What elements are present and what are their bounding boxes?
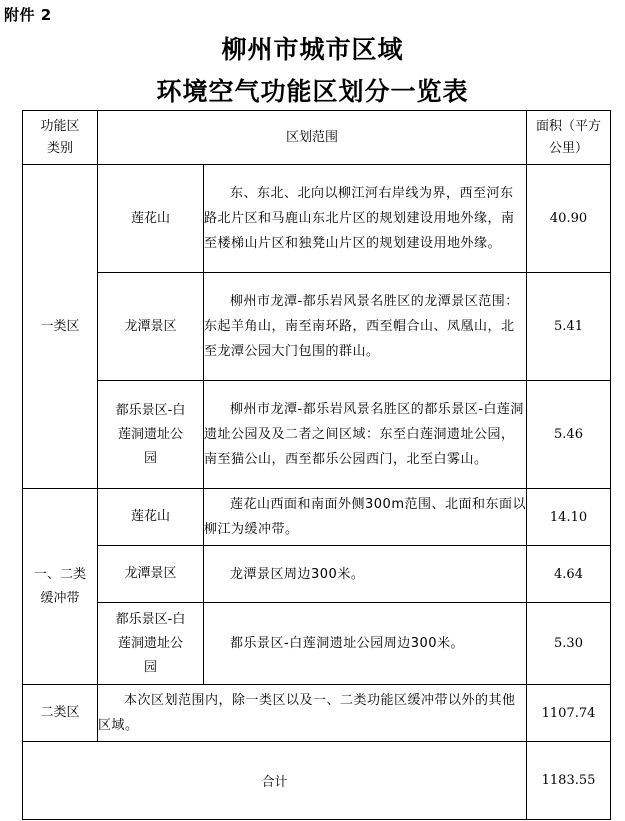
category-cell: 一类区 [23,165,98,489]
table-row [23,685,611,742]
category-cell: 一、二类缓冲带 [23,489,98,685]
total-label: 合计 [23,742,527,820]
header-category: 功能区类别 [23,111,98,165]
zone-scope-cell: 东、东北、北向以柳江河右岸线为界，西至河东路北片区和马鹿山东北片区的规划建设用地外缘，南至楼梯山片区和独凳山片区的规划建设用地外缘。 [204,165,527,273]
table-row [23,273,611,381]
table-row [23,546,611,603]
page-title-line2: 环境空气功能区划分一览表 [156,77,469,106]
zone-name-cell: 龙潭景区 [98,273,204,381]
header-area: 面积（平方公里） [527,111,611,165]
zone-area-cell: 40.90 [527,165,611,273]
zone-name-cell: 龙潭景区 [98,546,204,603]
attachment-label: 附件 2 [4,6,52,24]
function-zone-table [22,110,611,820]
table-row [23,603,611,685]
table-row [23,489,611,546]
zone-area-cell: 5.46 [527,381,611,489]
zone-name-cell: 都乐景区-白莲洞遗址公园 [98,603,204,685]
table-header-row [23,111,611,165]
zone-scope-cell: 本次区划范围内，除一类区以及一、二类功能区缓冲带以外的其他区域。 [98,685,527,742]
zone-name-cell: 都乐景区-白莲洞遗址公园 [98,381,204,489]
zone-area-cell: 14.10 [527,489,611,546]
zone-name-cell: 莲花山 [98,489,204,546]
header-scope: 区划范围 [98,111,527,165]
zone-area-cell: 4.64 [527,546,611,603]
zone-area-cell: 5.30 [527,603,611,685]
zone-scope-cell: 龙潭景区周边300米。 [204,546,527,603]
zone-area-cell: 5.41 [527,273,611,381]
zone-area-cell: 1107.74 [527,685,611,742]
page-title-line1: 柳州市城市区域 [221,35,404,64]
total-row [23,742,611,820]
table-row [23,165,611,273]
zone-scope-cell: 柳州市龙潭-都乐岩风景名胜区的龙潭景区范围：东起羊角山，南至南环路，西至帽合山、凤凰山，北至龙潭公园大门包围的群山。 [204,273,527,381]
zone-scope-cell: 柳州市龙潭-都乐岩风景名胜区的都乐景区-白莲洞遗址公园及及二者之间区域：东至白莲洞遗址公园，南至猫公山，西至都乐公园西门，北至白雾山。 [204,381,527,489]
zone-scope-cell: 都乐景区-白莲洞遗址公园周边300米。 [204,603,527,685]
zone-scope-cell: 莲花山西面和南面外侧300m范围、北面和东面以柳江为缓冲带。 [204,489,527,546]
table-row [23,381,611,489]
zone-name-cell: 莲花山 [98,165,204,273]
category-cell: 二类区 [23,685,98,742]
total-area: 1183.55 [527,742,611,820]
